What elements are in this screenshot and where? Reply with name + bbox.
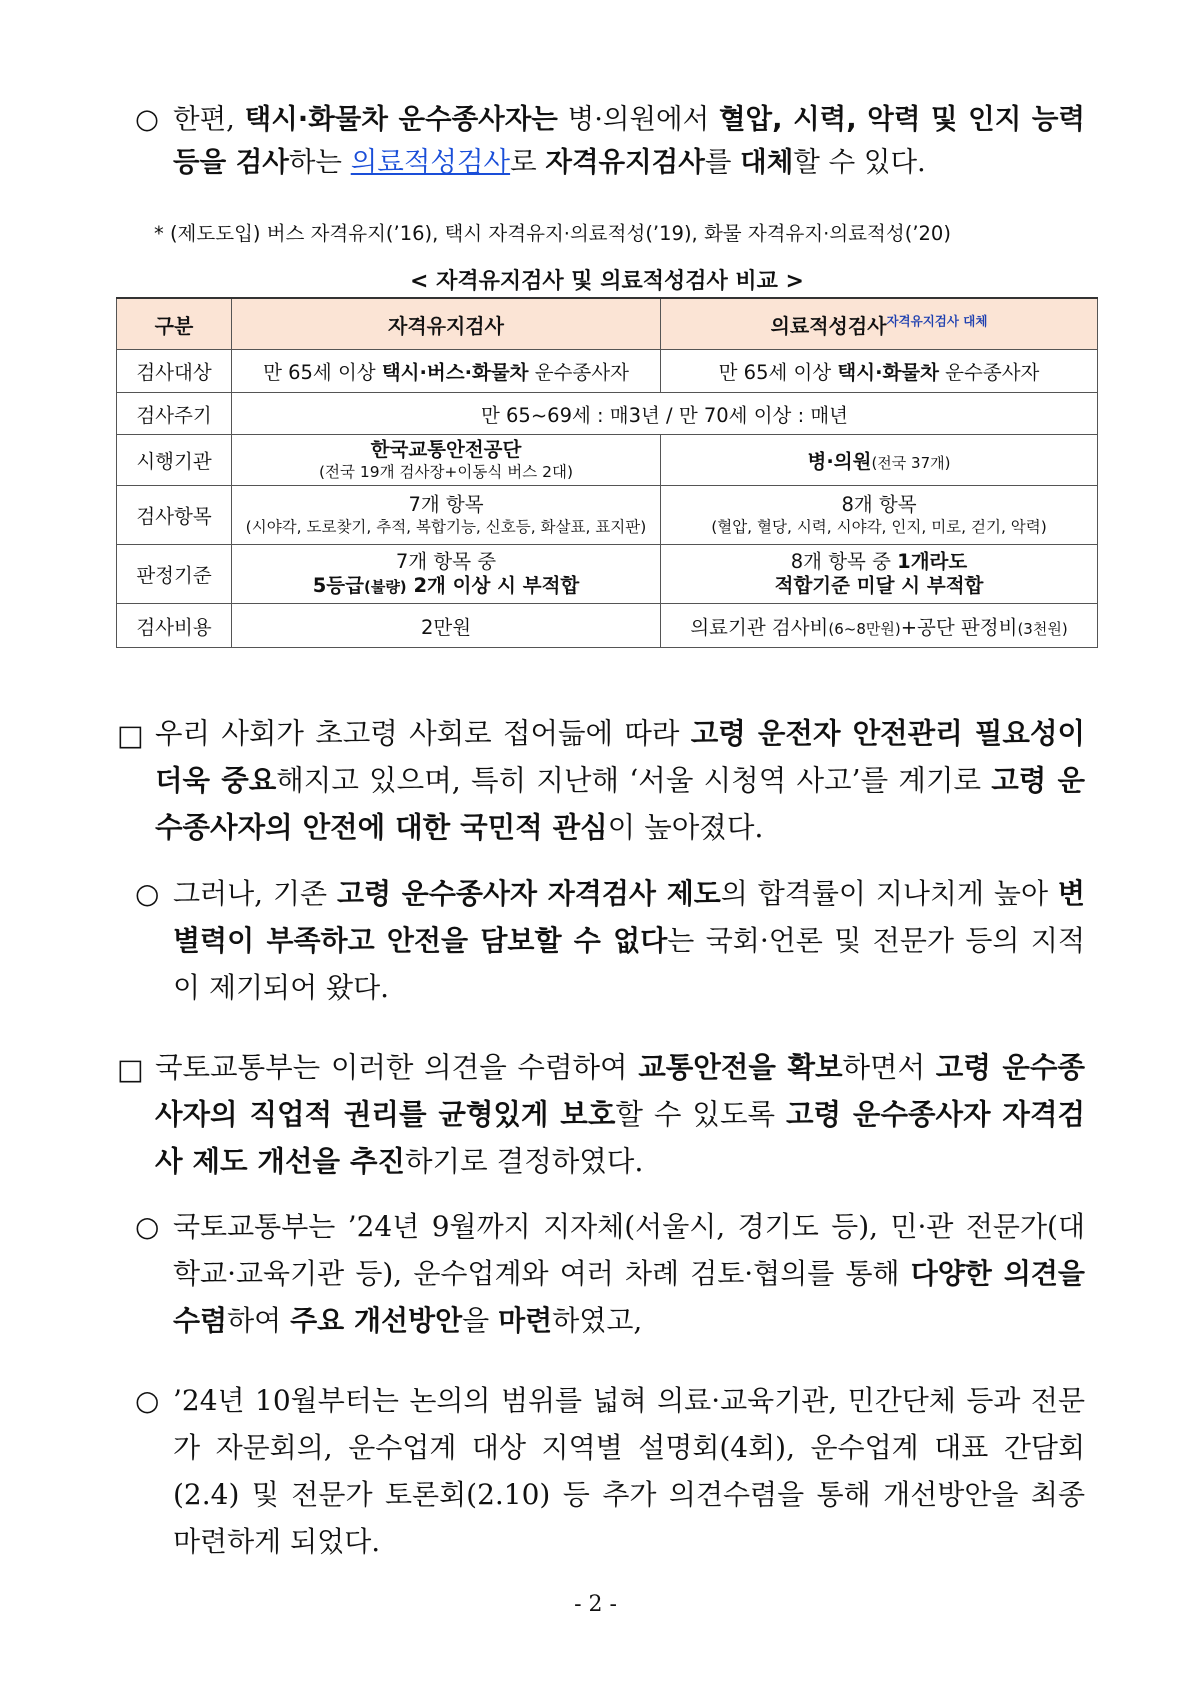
circle-bullet: ○ (135, 103, 159, 135)
paragraph-reform-decision: □ 국토교통부는 이러한 의견을 수렴하여 교통안전을 확보하면서 고령 운수종사자의 직업적 권리를 균형있게 보호할 수 있도록 고령 운수종사자 자격검사 제도 개선을 추진하기로 결정하였다. (117, 1044, 1085, 1185)
table-row: 검사주기 만 65~69세 : 매3년 / 만 70세 이상 : 매년 (117, 393, 1098, 435)
header-medical-test: 의료적성검사$^{자격유지검사 대체}$ (661, 298, 1098, 350)
table-header-row (117, 298, 1098, 350)
table-row: 시행기관 한국교통안전공단 (전국 19개 검사장+이동식 버스 2대) 병·의원(전국 37개) (117, 435, 1098, 486)
circle-bullet: ○ (135, 877, 160, 910)
medical-aptitude-test-link[interactable]: 의료적성검사 (350, 146, 511, 178)
comparison-table (116, 297, 1098, 648)
paragraph-criticism: ○ 그러나, 기존 고령 운수종사자 자격검사 제도의 합격률이 지나치게 높아 변별력이 부족하고 안전을 담보할 수 없다는 국회·언론 및 전문가 등의 지적이 제기되어 왔다. (135, 870, 1085, 1011)
box-bullet: □ (117, 1053, 144, 1086)
table-row: 판정기준 7개 항목 중 5등급(불량) 2개 이상 시 부적합 8개 항목 중 1개라도 적합기준 미달 시 부적합 (117, 545, 1098, 604)
paragraph-final-plan: ○ ’24년 10월부터는 논의의 범위를 넓혀 의료·교육기관, 민간단체 등과 전문가 자문회의, 운수업계 대상 지역별 설명회(4회), 운수업계 대표 간담회(2.4) 및 전문가 토론회(2.10) 등 추가 의견수렴을 통해 개선방안을 최종 마련하게 되었다. (135, 1377, 1085, 1565)
box-bullet: □ (117, 719, 144, 752)
header-category: 구분 (117, 298, 232, 350)
header-superscript: 자격유지검사 대체 (886, 312, 988, 328)
paragraph-consultation: ○ 국토교통부는 ’24년 9월까지 지자체(서울시, 경기도 등), 민·관 전문가(대학교·교육기관 등), 운수업계와 여러 차례 검토·협의를 통해 다양한 의견을 수렴하여 주요 개선방안을 마련하였고, (135, 1203, 1085, 1344)
table-row: 검사항목 7개 항목 (시야각, 도로찾기, 추적, 복합기능, 신호등, 화살표, 표지판) 8개 항목 (혈압, 혈당, 시력, 시야각, 인지, 미로, 걷기, 악력) (117, 486, 1098, 545)
page-number: - 2 - (574, 1592, 617, 1617)
table-row: 검사대상 만 65세 이상 택시·버스·화물차 운수종사자 만 65세 이상 택시·화물차 운수종사자 (117, 350, 1098, 393)
table-title: < 자격유지검사 및 의료적성검사 비교 > (410, 269, 804, 294)
circle-bullet: ○ (135, 1210, 160, 1243)
footnote: * (제도도입) 버스 자격유지(’16), 택시 자격유지·의료적성(’19), 화물 자격유지·의료적성(’20) (154, 222, 951, 245)
paragraph-medical-test: ○ 한편, 택시·화물차 운수종사자는 병·의원에서 혈압, 시력, 악력 및 인지 능력 등을 검사하는 의료적성검사로 자격유지검사를 대체할 수 있다. (135, 98, 1085, 184)
table-row: 검사비용 2만원 의료기관 검사비(6~8만원)+공단 판정비(3천원) (117, 604, 1098, 648)
circle-bullet: ○ (135, 1384, 160, 1417)
header-qualification-test: 자격유지검사 (232, 298, 661, 350)
paragraph-aging-society: □ 우리 사회가 초고령 사회로 접어듦에 따라 고령 운전자 안전관리 필요성이 더욱 중요해지고 있으며, 특히 지난해 ‘서울 시청역 사고’를 계기로 고령 운수종사자의 안전에 대한 국민적 관심이 높아졌다. (117, 710, 1085, 851)
